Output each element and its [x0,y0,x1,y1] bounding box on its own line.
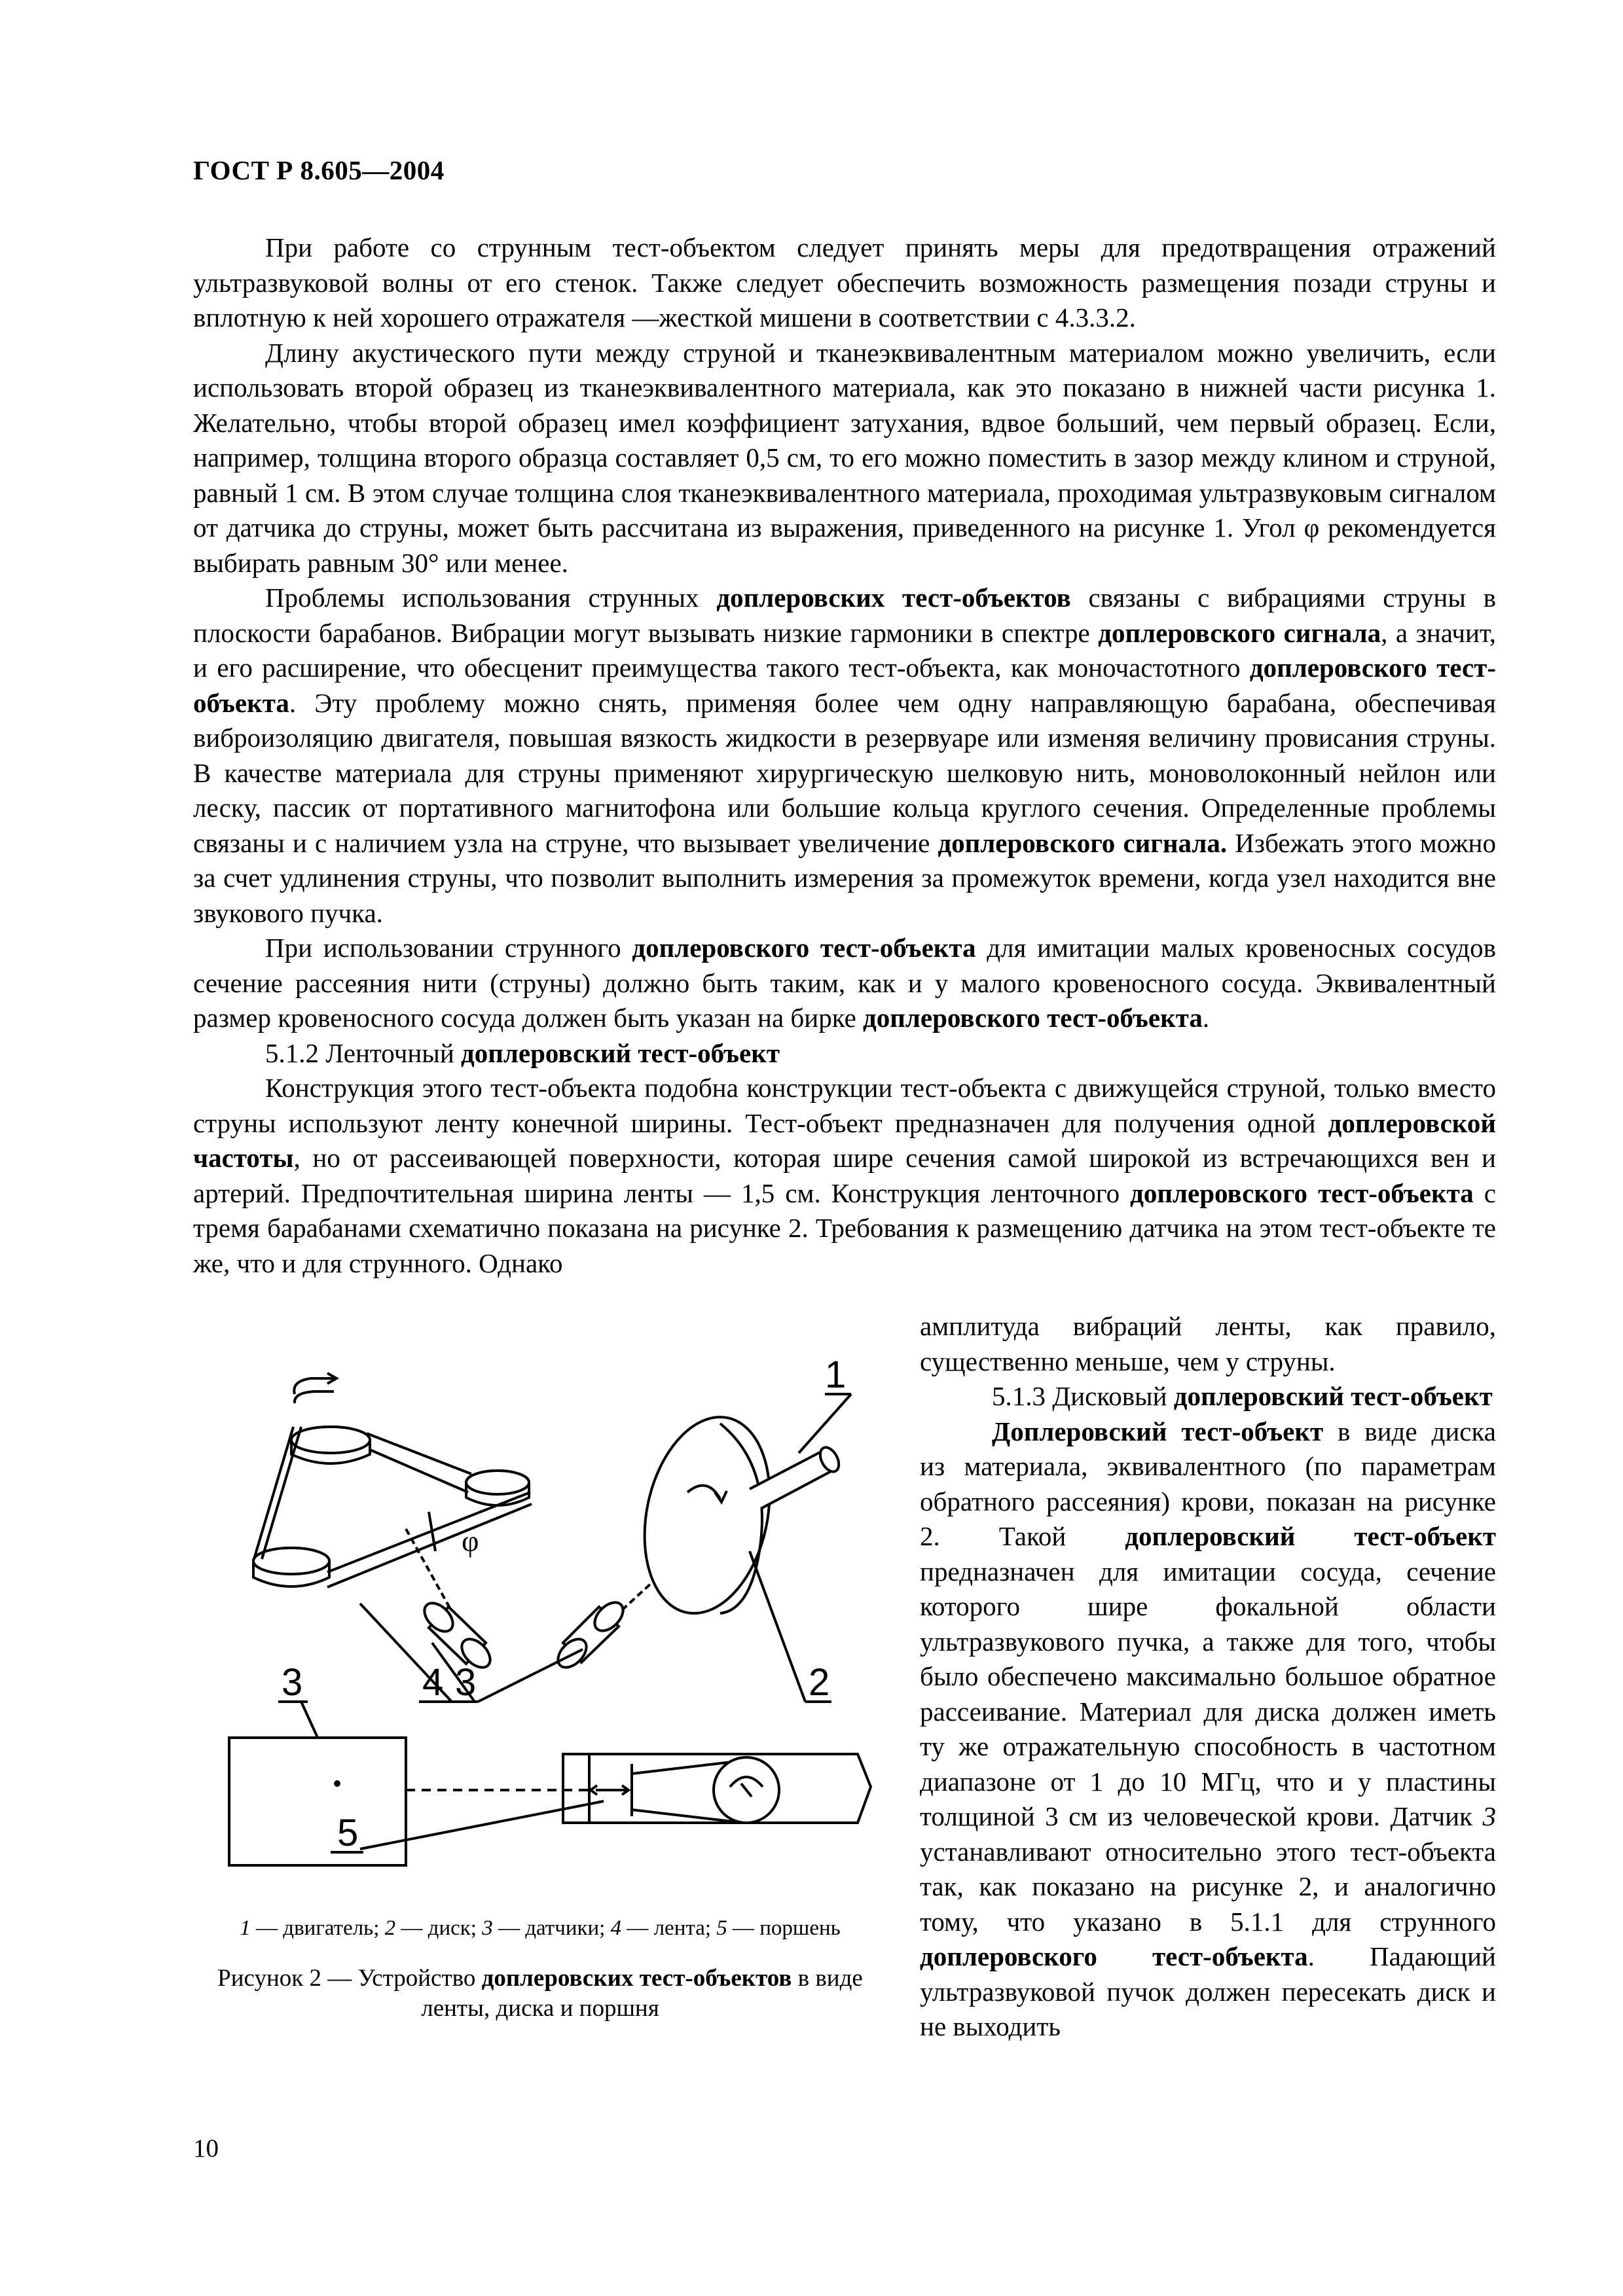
rotating-disk [627,1405,786,1625]
paragraph-3: Проблемы использования струнных доплеровских тест-объектов связаны с вибрациями струны в плоскости барабанов. Вибрации могут вызывать низкие гармоники в спектре доплеровского сигнала, а значит, и его расширение, что обесценит преимущества такого тест-объекта, как моночастотного доплеровского тест-объекта. Эту проблему можно снять, применяя более чем одну направляющую барабана, обеспечивая виброизоляцию двигателя, повышая вязкость жидкости в резервуаре или изменяя величину провисания струны. В качестве материала для струны применяют хирургическую шелковую нить, моноволоконный нейлон или леску, пассик от портативного магнитофона или большие кольца круглого сечения. Определенные проблемы связаны и с наличием узла на струне, что вызывает увеличение доплеровского сигнала. Избежать этого можно за счет удлинения струны, что позволит выполнить измерения за промежуток времени, когда узел находится вне звукового пучка. [193,583,1497,928]
section-5-1-2-heading: 5.1.2 Ленточный доплеровский тест-объект [265,1037,780,1068]
main-text-block [193,230,1496,1281]
label-2: 2 [809,1661,830,1704]
label-3-box: 3 [282,1661,303,1704]
piston-housing [563,1754,871,1823]
figure-2-diagram [196,1335,884,2186]
section-5-1-3-heading: 5.1.3 Дисковый доплеровский тест-объект [992,1381,1493,1411]
leader-1 [799,1394,851,1453]
page-number: 10 [193,2134,219,2162]
rotation-arrow-icon [294,1373,337,1403]
paragraph-2: Длину акустического пути между струной и тканеэквивалентным материалом можно увеличить, если использовать второй образец из тканеэквивалентного материала, как это показано в нижней части рисунка 1. Желательно, чтобы второй образец имел коэффициент затухания, вдвое больший, чем первый образец. Если, например, толщина второго образца составляет 0,5 см, то его можно поместить в зазор между клином и струной, равный 1 см. В этом случае толщина слоя тканеэквивалентного материала, проходимая ультразвуковым сигналом от датчика до струны, может быть рассчитана из выражения, приведенного на рисунке 1. Угол φ рекомендуется выбирать равным 30° или менее. [193,337,1496,578]
label-5: 5 [337,1812,359,1854]
leader-2 [750,1551,805,1702]
label-4: 4 [422,1661,444,1704]
right-column-continuation: амплитуда вибраций ленты, как правило, существенно меньше, чем у струны. [920,1311,1496,1376]
figure-legend: 1 — двигатель; 2 — диск; 3 — датчики; 4 — лента; 5 — поршень [240,1916,841,1940]
figure-caption: Рисунок 2 — Устройство доплеровских тест-объектов в виде ленты, диска и поршня [217,1965,863,2022]
paragraph-4: При использовании струнного доплеровского тест-объекта для имитации малых кровеносных сосудов сечение рассеяния нити (струны) должно быть таким, как и у малого кровеносного сосуда. Эквивалентный размер кровеносного сосуда должен быть указан на бирке доплеровского тест-объекта. [193,933,1496,1033]
standard-header: ГОСТ Р 8.605—2004 [193,155,445,185]
belt-drum-right [466,1471,529,1505]
label-1: 1 [825,1354,847,1396]
paragraph-5: Конструкция этого тест-объекта подобна конструкции тест-объекта с движущейся струной, только вместо струны используют ленту конечной ширины. Тест-объект предназначен для получения одной доплеровской частоты, но от рассеивающей поверхности, которая шире сечения самой широкой из встречающихся вен и артерий. Предпочтительная ширина ленты — 1,5 см. Конструкция ленточного доплеровского тест-объекта с тремя барабанами схематично показана на рисунке 2. Требования к размещению датчика на этом тест-объекте те же, что и для струнного. Однако [193,1073,1496,1278]
leader-3-right [478,1649,583,1702]
label-3-sensors: 3 [455,1661,477,1704]
right-column-text [920,1309,1496,2045]
paragraph-1: При работе со струнным тест-объектом следует принять меры для предотвращения отражений ультразвуковой волны от его стенок. Также следует обеспечить возможность размещения позади струны и вплотную к ней хорошего отражателя —жесткой мишени в соответствии с 4.3.3.2. [193,232,1496,332]
paragraph-disk: Доплеровский тест-объект в виде диска из материала, эквивалентного (по параметрам обратного рассеяния) крови, показан на рисунке 2. Такой доплеровский тест-объект предназначен для имитации сосуда, сечение которого шире фокальной области ультразвукового пучка, а также для того, чтобы было обеспечено максимально большое обратное рассеивание. Материал для диска должен иметь ту же отражательную способность в частотном диапазоне от 1 до 10 МГц, что и у пластины толщиной 3 см из человеческой крови. Датчик 3 устанавливают относительно этого тест-объекта так, как показано на рисунке 2, и аналогично тому, что указано в 5.1.1 для струнного доплеровского тест-объекта. Падающий ультразвуковой пучок должен пересекать диск и не выходить [920,1416,1496,2041]
belt-drum-top [291,1427,370,1463]
angle-phi-label: φ [462,1524,479,1558]
transducer-right [553,1597,628,1672]
transducer-box-dot [335,1782,339,1785]
